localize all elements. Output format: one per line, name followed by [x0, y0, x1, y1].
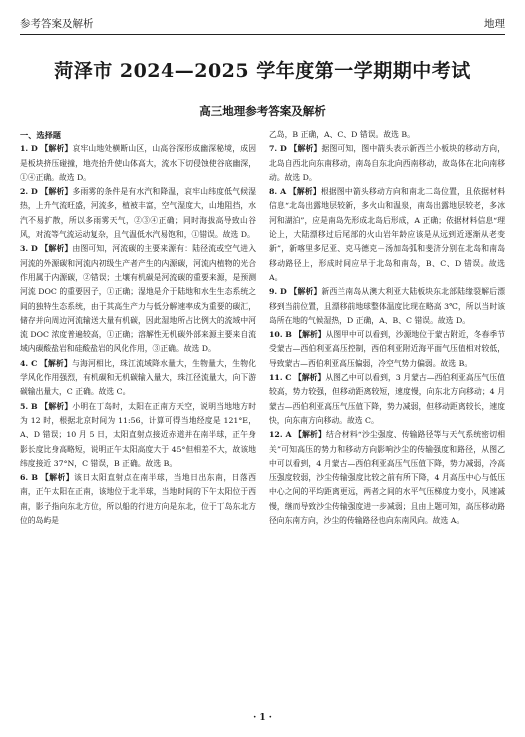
answer-item	[269, 328, 505, 371]
answer-number: 6. B	[20, 473, 38, 483]
answer-item	[20, 471, 256, 528]
answer-item	[20, 242, 256, 356]
answer-item	[269, 185, 505, 285]
analysis-tag: 【解析】	[39, 358, 73, 368]
answer-text: 结合材料“沙尘强度、传输路径等与天气系统密切相关”可知高压的势力和移动方向影响沙尘的传输强度和路径，从图乙中可以看到，4 月蒙古—西伯利亚高压气压值下降，势力减弱，冷高压强度较弱，沙尘传输强度比较之前有所下降，4 月高压中心与低压中心之间的平均距离更远，两者之间的水平气压梯度力变小，风速减慢，继而导致沙尘传输强度进一步减弱；且由上题可知，高压移动路径向东南方向，沙尘的传输路径也向东南风向。故选 A。	[269, 430, 505, 526]
answer-text: 由图可知，河流碳的主要来源有：陆径流或空气进入河流的外源碳和河流内初级生产者产生的内源碳，河流内植物的光合作用属于内源碳，②错误；土壤有机碳是河流碳的重要来源，是预测河流 DOC 的重要因子，①正确；湿地是介于陆地和水生生态系统之间的独特生态系统，由于其高生产力与低分解速率成为重要的碳汇，储存并向周边河流输送大量有机碳，因此湿地所占比例大的流域中河流 DOC 浓度普遍较高，①正确；溶解性无机碳外部来源主要来自流域内碳酸盐岩和硅酸盐岩的风化作用，③正确。故选 D。	[20, 244, 257, 354]
answer-number: 9. D	[269, 287, 287, 297]
answer-item	[20, 357, 256, 400]
analysis-tag: 【解析】	[289, 287, 322, 297]
analysis-tag: 【解析】	[294, 430, 326, 440]
page-header	[20, 8, 505, 30]
section-heading: 一、选择题	[20, 130, 61, 140]
answer-item	[269, 285, 505, 328]
answer-number: 10. B	[269, 330, 292, 340]
answer-text: 小明在丁岛时，太阳在正南方天空，说明当地地方时为 12 时，根据北京时间为 11:56，计算可得当地经度是 121°E，A、D 错误；10 月 5 日，太阳直射点接近赤道并在南半球，正午身影长度比身高略短，说明正午太阳高度大于 45°但相差不大，故该地纬度接近 37°N，C 错误，B 正确。故选 B。	[20, 401, 257, 468]
analysis-tag: 【解析】	[40, 244, 73, 254]
analysis-tag: 【解析】	[40, 401, 73, 411]
answer-item	[269, 142, 505, 185]
header-left-label: 参考答案及解析	[20, 18, 94, 30]
analysis-tag: 【解析】	[294, 373, 326, 383]
answer-item	[269, 128, 505, 142]
answer-text: 该日太阳直射点在南半球，当地日出东南，日落西南，正午太阳在正南，该地位于北半球，当地时间的下午太阳位于西南，影子指向东北方位，所以船的行进方向是东北，位于丁岛东北方位的岛屿是	[20, 473, 257, 526]
answer-text: 与海河相比，珠江流域降水量大，生物量大，生物化学风化作用强烈，有机碳和无机碳输入量大，珠江径流量大，向下游碳输出量大，C 正确。故选 C。	[20, 358, 257, 397]
answer-number: 1. D	[20, 144, 38, 154]
answer-text: 哀牢山地处横断山区，山高谷深形成幽深秘境，成因是板块挤压碰撞，地壳抬升使山体高大，流水下切侵蚀使谷底幽深，①④正确。故选 D。	[20, 144, 257, 182]
header-subject-label: 地理	[484, 18, 505, 30]
answer-item	[269, 371, 505, 428]
analysis-tag: 【解析】	[289, 144, 322, 154]
analysis-tag: 【解析】	[40, 473, 75, 483]
answer-text: 从图甲中可以看到，沙源地位于蒙古附近，冬春季节受蒙古—西伯利亚高压控制，西伯利亚附近海平面气压值相对较低，导致蒙古—西伯利亚高压偏弱，冷空气势力偏弱。故选 B。	[269, 330, 506, 368]
answer-item	[20, 185, 256, 242]
answer-item	[269, 428, 505, 528]
header-divider	[20, 34, 505, 35]
answer-text: 多雨雾的条件是有水汽和降温，哀牢山纬度低气候湿热，上升气流旺盛，河流多，植被丰富，空气湿度大，山地阻挡，水汽不易扩散，所以多雨雾天气，②③④正确；同时海拔高导致山谷风，对流等气流运动复杂，且气温低水汽易饱和，①错误。故选 D。	[20, 187, 257, 240]
answer-item	[20, 142, 256, 185]
answer-number: 2. D	[20, 187, 38, 197]
answer-text: 据图可知，图中箭头表示新西兰小板块的移动方向，北岛自西北向东南移动，南岛自东北向西南移动，故岛体在北向南移动。故选 D。	[269, 144, 506, 182]
page-number: · 1 ·	[253, 713, 272, 723]
analysis-tag: 【解析】	[294, 330, 326, 340]
answer-number: 3. D	[20, 244, 38, 254]
analysis-tag: 【解析】	[40, 144, 73, 154]
answer-number: 4. C	[20, 358, 38, 368]
right-column	[269, 128, 505, 528]
analysis-tag: 【解析】	[40, 187, 73, 197]
answer-number: 12. A	[269, 430, 292, 440]
answer-number: 11. C	[269, 373, 292, 383]
answer-text: 根据图中箭头移动方向和南北二岛位置，且依据材料信息“北岛出露地层较新，多火山和温泉，南岛出露地层较老，多冰河和湖泊”，应是南岛先形成北岛后形成，A 正确；依据材料信息“理论上，大陆漂移过后尾部的火山岩年龄应该是从远到近逐渐从老变新”，新喀里多尼亚、克马德克－汤加岛弧和斐济分别在北岛和南岛移动路径上，形成时间应早于北岛和南岛，B、C、D 错误。故选 A。	[269, 187, 506, 282]
answer-text: 从图乙中可以看到，3 月蒙古—西伯利亚高压气压值较高，势力较强，但移动距离较短，速度慢，向东北方向移动；4 月蒙古—西伯利亚高压气压值下降，势力减弱，但移动距离较长，速度快，向东南方向移动。故选 C。	[269, 373, 505, 425]
answer-number: 8. A	[269, 187, 287, 197]
document-title: 菏泽市 2024—2025 学年度第一学期期中考试	[54, 60, 471, 82]
analysis-tag: 【解析】	[288, 187, 321, 197]
answer-text: 新西兰南岛从澳大利亚大陆板块东北部陆缘裂解后漂移到当前位置，且漂移前地球整体温度比现在略高 3℃，所以当时该岛所在地的气候湿热，D 正确，A、B、C 错误。故选 D。	[269, 287, 506, 325]
answer-item	[20, 400, 256, 471]
answer-number: 7. D	[269, 144, 287, 154]
document-subtitle: 高三地理参考答案及解析	[199, 104, 326, 118]
answer-number: 5. B	[20, 401, 38, 411]
left-column	[20, 128, 256, 528]
answer-text: 乙岛，B 正确，A、C、D 错误。故选 B。	[269, 130, 415, 139]
